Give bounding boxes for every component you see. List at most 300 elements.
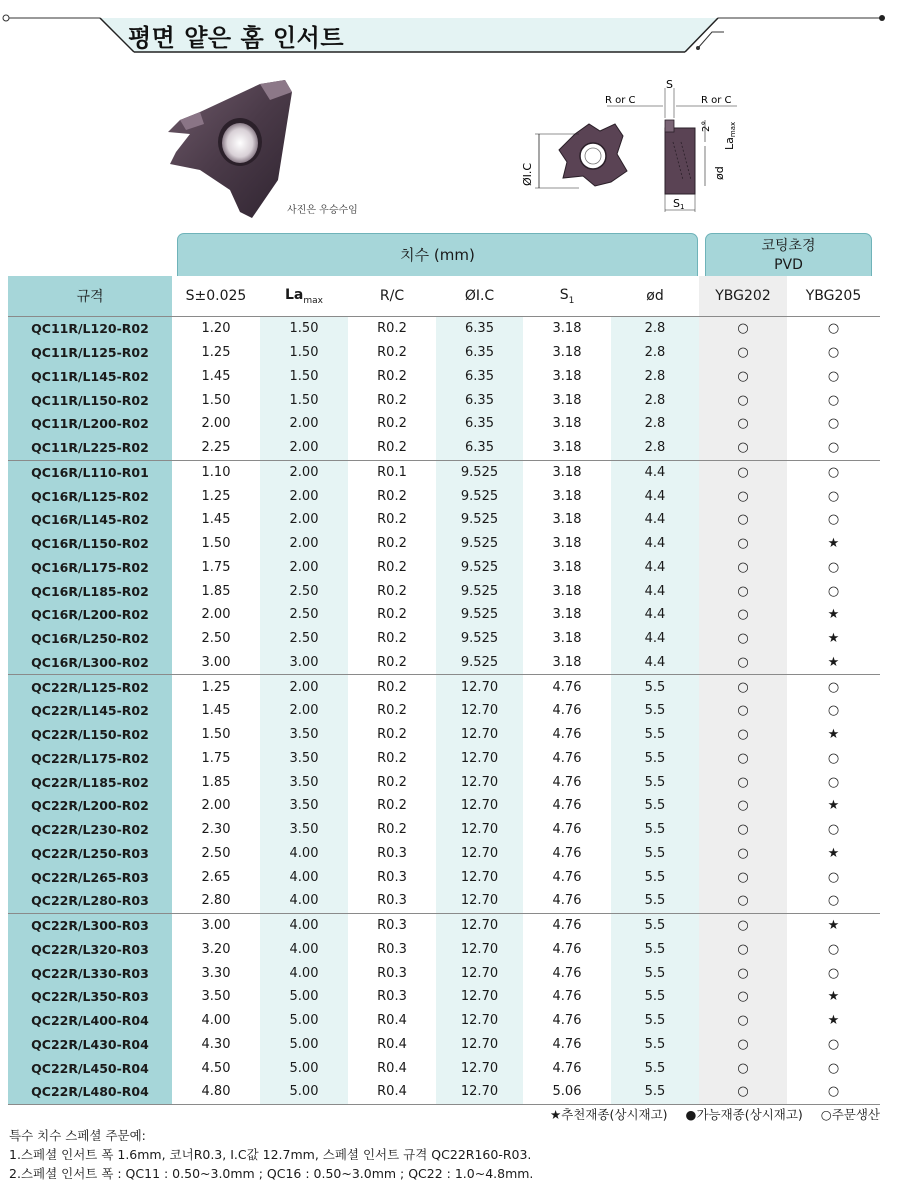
cell-od: 5.5 <box>611 865 699 889</box>
table-row <box>8 1033 880 1057</box>
cell-spec: QC22R/L280-R03 <box>8 889 172 913</box>
cell-s1: 3.18 <box>552 512 582 528</box>
cell-ybg205: ○ <box>827 416 840 432</box>
cell-s: 3.50 <box>201 989 231 1005</box>
cell-spec: QC16R/L300-R02 <box>8 651 172 675</box>
cell-s1: 4.76 <box>552 1036 582 1052</box>
cell-ic: 12.70 <box>436 842 523 866</box>
cell-ic: 12.70 <box>436 770 523 794</box>
cell-spec: QC22R/L300-R03 <box>8 913 172 937</box>
cell-ybg205: ○ <box>827 1060 840 1076</box>
cell-od: 5.5 <box>611 747 699 771</box>
diagram-angle: 2° <box>701 120 712 132</box>
table-row <box>8 865 880 889</box>
title-banner <box>0 0 897 62</box>
cell-la: 1.50 <box>260 365 348 389</box>
cell-s: 2.25 <box>201 440 231 456</box>
cell-spec: QC22R/L400-R04 <box>8 1009 172 1033</box>
cell-od: 2.8 <box>611 436 699 460</box>
cell-rc: R0.2 <box>377 440 407 456</box>
cell-ic: 6.35 <box>436 388 523 412</box>
cell-ybg205: ○ <box>827 822 840 838</box>
cell-s1: 4.76 <box>552 1060 582 1076</box>
cell-s1: 3.18 <box>552 440 582 456</box>
cell-s1: 4.76 <box>552 822 582 838</box>
cell-spec: QC16R/L145-R02 <box>8 508 172 532</box>
cell-ic: 12.70 <box>436 699 523 723</box>
cell-rc: R0.2 <box>377 750 407 766</box>
cell-od: 4.4 <box>611 579 699 603</box>
cell-rc: R0.3 <box>348 913 436 937</box>
table-row <box>8 675 880 699</box>
cell-ybg205: ○ <box>827 774 840 790</box>
cell-rc: R0.4 <box>377 1013 407 1029</box>
cell-ic: 12.70 <box>436 985 523 1009</box>
cell-ybg205: ○ <box>787 675 880 699</box>
cell-spec: QC16R/L250-R02 <box>8 627 172 651</box>
table-row <box>8 532 880 556</box>
cell-rc: R0.3 <box>377 869 407 885</box>
cell-s1: 3.18 <box>552 392 582 408</box>
cell-la: 2.50 <box>260 579 348 603</box>
cell-od: 5.5 <box>611 961 699 985</box>
cell-ybg205: ★ <box>827 607 840 623</box>
cell-rc: R0.2 <box>377 631 407 647</box>
cell-ic: 6.35 <box>436 436 523 460</box>
cell-la: 5.00 <box>260 985 348 1009</box>
diagram-od-label: ød <box>713 166 726 180</box>
svg-text:S1 <box>673 197 684 211</box>
cell-rc: R0.2 <box>377 774 407 790</box>
cell-s: 1.25 <box>201 345 231 361</box>
cell-la: 2.00 <box>260 556 348 580</box>
diagram-rc-right: R or C <box>701 95 732 106</box>
cell-od: 5.5 <box>611 889 699 913</box>
diagram-s1-sub: 1 <box>679 203 685 211</box>
cell-la: 2.50 <box>260 627 348 651</box>
cell-s: 1.75 <box>201 750 231 766</box>
cell-rc: R0.2 <box>377 654 407 670</box>
col-s1-label: S <box>559 286 569 303</box>
cell-ic: 12.70 <box>436 1056 523 1080</box>
cell-od: 5.5 <box>611 1056 699 1080</box>
cell-rc: R0.3 <box>377 989 407 1005</box>
table-row <box>8 651 880 675</box>
cell-s1: 3.18 <box>552 583 582 599</box>
table-row <box>8 961 880 985</box>
cell-ybg202: ○ <box>699 961 787 985</box>
cell-ybg205: ○ <box>827 703 840 719</box>
cell-ybg202: ○ <box>699 556 787 580</box>
cell-ybg202: ○ <box>699 985 787 1009</box>
cell-spec: QC22R/L480-R04 <box>8 1080 172 1104</box>
table-header-row <box>8 276 880 317</box>
cell-od: 4.4 <box>611 484 699 508</box>
cell-la: 5.00 <box>260 1033 348 1057</box>
table-body <box>8 317 880 1105</box>
cell-ybg205: ○ <box>827 512 840 528</box>
cell-ybg202: ○ <box>699 436 787 460</box>
cell-la: 2.00 <box>260 460 348 484</box>
cell-ybg205: ★ <box>827 989 840 1005</box>
cell-s1: 4.76 <box>552 845 582 861</box>
cell-s1: 3.18 <box>552 321 582 337</box>
cell-rc: R0.2 <box>377 559 407 575</box>
cell-ybg205: ★ <box>827 536 840 552</box>
cell-ic: 12.70 <box>436 723 523 747</box>
col-la <box>260 276 348 317</box>
cell-la: 2.00 <box>260 436 348 460</box>
cell-rc: R0.4 <box>377 1060 407 1076</box>
table-row <box>8 770 880 794</box>
cell-s1: 4.76 <box>552 965 582 981</box>
cell-ic: 9.525 <box>436 484 523 508</box>
table-row <box>8 412 880 436</box>
cell-spec: QC22R/L175-R02 <box>8 747 172 771</box>
cell-s: 1.10 <box>172 460 260 484</box>
notes <box>9 1126 533 1183</box>
cell-s: 1.50 <box>201 727 231 743</box>
cell-ybg202: ○ <box>699 508 787 532</box>
cell-ybg202: ○ <box>699 579 787 603</box>
cell-s: 1.25 <box>201 488 231 504</box>
cell-la: 1.50 <box>260 317 348 341</box>
cell-od: 5.5 <box>611 842 699 866</box>
cell-s1: 3.18 <box>552 416 582 432</box>
cell-ybg205: ○ <box>827 345 840 361</box>
cell-ybg205: ★ <box>827 631 840 647</box>
cell-rc: R0.4 <box>377 1036 407 1052</box>
cell-ybg202: ○ <box>699 842 787 866</box>
cell-s: 2.00 <box>201 607 231 623</box>
cell-la: 5.00 <box>260 1009 348 1033</box>
cell-ic: 12.70 <box>436 889 523 913</box>
cell-ic: 9.525 <box>436 603 523 627</box>
col-s1-sub: 1 <box>568 295 575 306</box>
cell-ic: 6.35 <box>436 412 523 436</box>
cell-od: 2.8 <box>611 412 699 436</box>
cell-ic: 12.70 <box>436 1080 523 1104</box>
col-rc: R/C <box>348 276 436 317</box>
cell-la: 1.50 <box>260 341 348 365</box>
cell-s1: 3.18 <box>552 345 582 361</box>
insert-photo <box>160 72 400 222</box>
cell-s1: 3.18 <box>552 654 582 670</box>
table-row <box>8 1080 880 1104</box>
cell-ybg202: ○ <box>699 627 787 651</box>
cell-spec: QC22R/L250-R03 <box>8 842 172 866</box>
table-row <box>8 388 880 412</box>
cell-ybg202: ○ <box>699 675 787 699</box>
cell-ic: 6.35 <box>436 365 523 389</box>
coating-header-line2: PVD <box>774 257 803 273</box>
cell-rc: R0.2 <box>377 607 407 623</box>
col-la-label: La <box>285 286 304 303</box>
cell-ic: 12.70 <box>436 961 523 985</box>
cell-s: 4.00 <box>201 1013 231 1029</box>
cell-s1: 4.76 <box>552 869 582 885</box>
cell-ybg202: ○ <box>699 460 787 484</box>
cell-ic: 12.70 <box>436 1033 523 1057</box>
cell-s1: 4.76 <box>552 893 582 909</box>
cell-la: 1.50 <box>260 388 348 412</box>
cell-ybg205: ○ <box>827 1036 840 1052</box>
cell-rc: R0.2 <box>377 583 407 599</box>
cell-s1: 4.76 <box>523 913 611 937</box>
cell-ybg202: ○ <box>699 412 787 436</box>
cell-s: 3.20 <box>201 941 231 957</box>
cell-od: 2.8 <box>611 341 699 365</box>
cell-ybg202: ○ <box>699 388 787 412</box>
cell-spec: QC22R/L330-R03 <box>8 961 172 985</box>
cell-rc: R0.2 <box>377 703 407 719</box>
col-od: ød <box>611 276 699 317</box>
cell-ic: 9.525 <box>436 579 523 603</box>
table-row <box>8 985 880 1009</box>
cell-od: 4.4 <box>611 651 699 675</box>
cell-ybg205: ○ <box>827 941 840 957</box>
dimensions-header: 치수 (mm) <box>177 233 698 276</box>
table-row <box>8 436 880 460</box>
table-row <box>8 317 880 341</box>
cell-ic: 9.525 <box>436 651 523 675</box>
cell-s: 2.00 <box>201 416 231 432</box>
table-row <box>8 723 880 747</box>
cell-od: 5.5 <box>611 818 699 842</box>
cell-od: 5.5 <box>611 723 699 747</box>
cell-la: 2.00 <box>260 412 348 436</box>
cell-ybg202: ○ <box>699 747 787 771</box>
cell-spec: QC22R/L350-R03 <box>8 985 172 1009</box>
cell-ybg205: ○ <box>827 583 840 599</box>
diagram-la-sub: max <box>729 121 737 138</box>
cell-ybg202: ○ <box>699 818 787 842</box>
cell-ic: 12.70 <box>436 794 523 818</box>
cell-s: 1.75 <box>201 559 231 575</box>
cell-rc: R0.3 <box>377 845 407 861</box>
cell-ybg202: ○ <box>699 1056 787 1080</box>
cell-ybg202: ○ <box>699 365 787 389</box>
cell-s: 1.45 <box>201 512 231 528</box>
cell-s: 2.50 <box>201 845 231 861</box>
cell-ic: 9.525 <box>436 460 523 484</box>
cell-la: 4.00 <box>260 961 348 985</box>
cell-s: 4.30 <box>201 1036 231 1052</box>
cell-spec: QC22R/L430-R04 <box>8 1033 172 1057</box>
cell-s1: 3.18 <box>552 631 582 647</box>
col-ybg205: YBG205 <box>787 276 880 317</box>
cell-od: 2.8 <box>611 317 699 341</box>
cell-s: 1.45 <box>201 703 231 719</box>
cell-ybg202: ○ <box>699 651 787 675</box>
diagram-ic-label: ØI.C <box>521 162 534 186</box>
cell-spec: QC22R/L265-R03 <box>8 865 172 889</box>
cell-s1: 3.18 <box>552 488 582 504</box>
cell-rc: R0.2 <box>377 321 407 337</box>
legend-recommended: ★추천재종(상시재고) <box>549 1107 668 1122</box>
cell-s1: 3.18 <box>523 460 611 484</box>
table-row <box>8 460 880 484</box>
cell-od: 4.4 <box>611 508 699 532</box>
cell-ic: 12.70 <box>436 818 523 842</box>
cell-ybg205: ○ <box>787 1080 880 1104</box>
cell-rc: R0.2 <box>377 416 407 432</box>
cell-la: 2.00 <box>260 532 348 556</box>
notes-line-1: 1.스페셜 인서트 폭 1.6mm, 코너R0.3, I.C값 12.7mm, 스페셜 인서트 규격 QC22R160-R03. <box>9 1147 532 1162</box>
cell-ybg202: ○ <box>699 484 787 508</box>
table-row <box>8 579 880 603</box>
cell-s: 1.20 <box>201 321 231 337</box>
cell-ic: 9.525 <box>436 508 523 532</box>
cell-ybg202: ○ <box>699 865 787 889</box>
table-row <box>8 818 880 842</box>
col-s: S±0.025 <box>172 276 260 317</box>
cell-ybg205: ○ <box>827 559 840 575</box>
cell-ic: 9.525 <box>436 556 523 580</box>
cell-od: 4.4 <box>611 603 699 627</box>
cell-ybg205: ○ <box>827 869 840 885</box>
cell-od: 4.4 <box>611 460 699 484</box>
cell-od: 5.5 <box>611 985 699 1009</box>
cell-s: 2.50 <box>201 631 231 647</box>
page-title: 평면 얕은 홈 인서트 <box>128 24 345 52</box>
cell-la: 3.50 <box>260 794 348 818</box>
cell-spec: QC16R/L110-R01 <box>8 460 172 484</box>
cell-spec: QC16R/L185-R02 <box>8 579 172 603</box>
cell-s: 3.00 <box>201 654 231 670</box>
table-row <box>8 747 880 771</box>
cell-ybg202: ○ <box>699 341 787 365</box>
cell-la: 2.00 <box>260 699 348 723</box>
cell-la: 4.00 <box>260 865 348 889</box>
cell-rc: R0.2 <box>377 392 407 408</box>
cell-s1: 4.76 <box>552 703 582 719</box>
cell-la: 3.50 <box>260 747 348 771</box>
cell-la: 3.50 <box>260 818 348 842</box>
cell-rc: R0.4 <box>348 1080 436 1104</box>
cell-ybg202: ○ <box>699 889 787 913</box>
legend-available: ●가능재종(상시재고) <box>685 1107 803 1122</box>
cell-s1: 3.18 <box>552 536 582 552</box>
cell-rc: R0.2 <box>377 345 407 361</box>
table-row <box>8 1009 880 1033</box>
cell-ybg202: ○ <box>699 770 787 794</box>
cell-rc: R0.3 <box>377 941 407 957</box>
cell-od: 5.5 <box>611 699 699 723</box>
table-row <box>8 556 880 580</box>
table-row <box>8 1056 880 1080</box>
cell-spec: QC22R/L320-R03 <box>8 938 172 962</box>
cell-ybg205: ★ <box>827 1013 840 1029</box>
col-ybg202: YBG202 <box>699 276 787 317</box>
cell-ybg205: ★ <box>827 654 840 670</box>
cell-ybg202: ○ <box>699 913 787 937</box>
notes-heading: 특수 치수 스페셜 주문예: <box>9 1128 146 1143</box>
cell-spec: QC16R/L200-R02 <box>8 603 172 627</box>
cell-la: 2.00 <box>260 675 348 699</box>
cell-rc: R0.2 <box>377 536 407 552</box>
cell-ybg202: ○ <box>699 1080 787 1104</box>
cell-od: 2.8 <box>611 388 699 412</box>
cell-rc: R0.3 <box>377 893 407 909</box>
cell-s1: 3.18 <box>552 368 582 384</box>
cell-s: 4.50 <box>201 1060 231 1076</box>
cell-la: 3.50 <box>260 770 348 794</box>
cell-spec: QC22R/L145-R02 <box>8 699 172 723</box>
cell-ybg202: ○ <box>699 938 787 962</box>
cell-spec: QC16R/L125-R02 <box>8 484 172 508</box>
coating-header-line1: 코팅초경 <box>761 238 816 254</box>
cell-rc: R0.2 <box>377 512 407 528</box>
diagram-s1-label: S <box>673 197 680 210</box>
cell-ybg205: ★ <box>827 727 840 743</box>
cell-ybg202: ○ <box>699 1009 787 1033</box>
cell-s1: 4.76 <box>552 774 582 790</box>
cell-ybg202: ○ <box>699 603 787 627</box>
cell-s: 1.50 <box>201 536 231 552</box>
table-row <box>8 627 880 651</box>
cell-rc: R0.2 <box>348 675 436 699</box>
cell-rc: R0.2 <box>377 368 407 384</box>
table-row <box>8 938 880 962</box>
cell-rc: R0.2 <box>377 822 407 838</box>
cell-rc: R0.2 <box>377 798 407 814</box>
cell-spec: QC22R/L150-R02 <box>8 723 172 747</box>
cell-ybg202: ○ <box>699 317 787 341</box>
cell-od: 2.8 <box>611 365 699 389</box>
cell-od: 5.5 <box>611 675 699 699</box>
cell-rc: R0.2 <box>377 727 407 743</box>
cell-s1: 4.76 <box>552 798 582 814</box>
cell-ybg205: ○ <box>827 750 840 766</box>
cell-spec: QC11R/L145-R02 <box>8 365 172 389</box>
cell-ybg202: ○ <box>699 794 787 818</box>
col-ic: ØI.C <box>436 276 523 317</box>
cell-ic: 12.70 <box>436 913 523 937</box>
cell-ic: 6.35 <box>436 317 523 341</box>
cell-spec: QC16R/L175-R02 <box>8 556 172 580</box>
cell-spec: QC11R/L225-R02 <box>8 436 172 460</box>
table-row <box>8 794 880 818</box>
cell-la: 3.50 <box>260 723 348 747</box>
cell-la: 2.00 <box>260 484 348 508</box>
cell-s1: 4.76 <box>523 675 611 699</box>
cell-s: 1.85 <box>201 774 231 790</box>
cell-s1: 4.76 <box>552 989 582 1005</box>
cell-ic: 12.70 <box>436 865 523 889</box>
col-spec: 규격 <box>8 276 172 317</box>
col-la-sub: max <box>303 295 323 306</box>
insert-dimension-diagram <box>505 76 755 221</box>
cell-rc: R0.1 <box>348 460 436 484</box>
cell-spec: QC22R/L230-R02 <box>8 818 172 842</box>
cell-ic: 12.70 <box>436 747 523 771</box>
cell-od: 4.4 <box>611 556 699 580</box>
cell-spec: QC22R/L185-R02 <box>8 770 172 794</box>
legend-order: ○주문생산 <box>820 1107 880 1122</box>
table-row <box>8 699 880 723</box>
cell-ic: 12.70 <box>436 675 523 699</box>
cell-od: 5.5 <box>611 1009 699 1033</box>
cell-od: 4.4 <box>611 532 699 556</box>
cell-ybg205: ○ <box>827 368 840 384</box>
insert-spec-table <box>8 276 880 1105</box>
cell-s: 3.30 <box>201 965 231 981</box>
cell-ic: 9.525 <box>436 532 523 556</box>
cell-s: 2.30 <box>201 822 231 838</box>
cell-spec: QC11R/L150-R02 <box>8 388 172 412</box>
col-s1 <box>523 276 611 317</box>
